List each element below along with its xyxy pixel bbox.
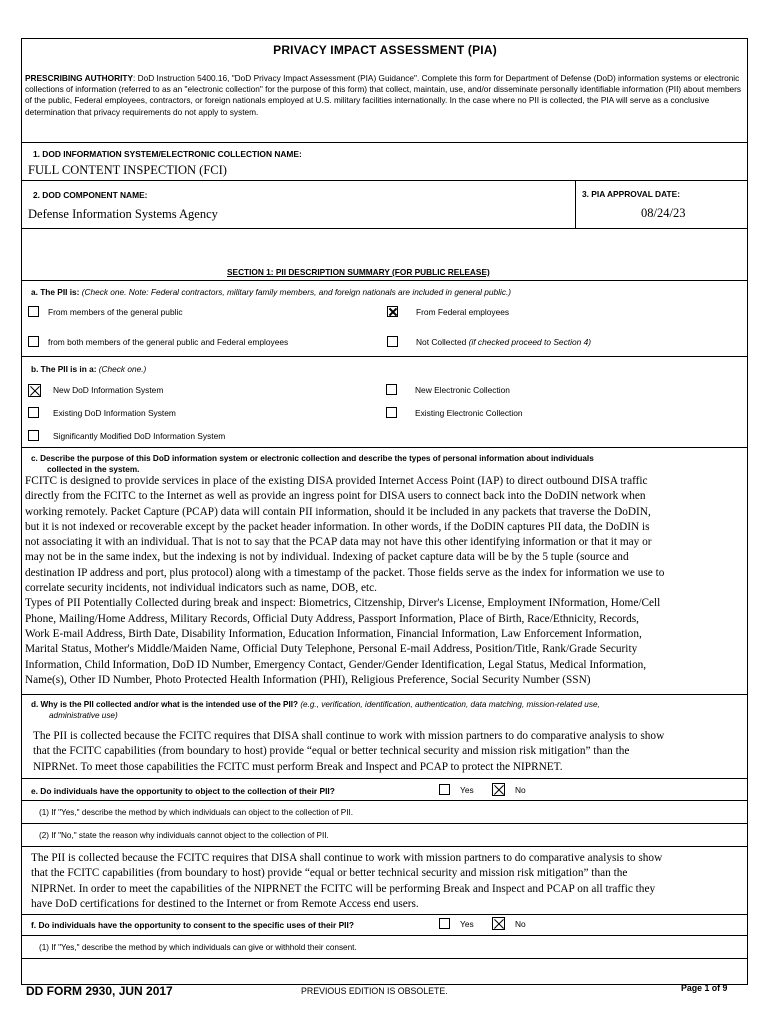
object-yes-checkbox[interactable] xyxy=(439,784,450,795)
divider xyxy=(21,447,748,448)
divider xyxy=(21,356,748,357)
system-name-value[interactable]: FULL CONTENT INSPECTION (FCI) xyxy=(28,163,227,177)
existing-electronic-collection-checkbox[interactable] xyxy=(386,407,397,418)
pii-not-collected-option xyxy=(416,337,591,347)
pii-not-collected-note: (if checked proceed to Section 4) xyxy=(468,337,592,347)
consent-no-checkbox[interactable] xyxy=(492,917,505,930)
text-line: may not be in the same index, but the indexing is not by individual. Indexing of packet capture data will be by the 5 tuple (source and xyxy=(25,551,629,564)
text-line: NIPRNet. In order to meet the capabilities of the NIPRNET the FCITC will be performing Break and Inspect and PCAP on all traffic they xyxy=(31,882,656,895)
section1-heading: SECTION 1: PII DESCRIPTION SUMMARY (FOR PUBLIC RELEASE) xyxy=(227,267,490,277)
question-d-label-text: d. Why is the PII collected and/or what is the intended use of the PII? xyxy=(31,700,301,709)
new-electronic-collection-label: New Electronic Collection xyxy=(415,385,510,395)
text-line: The PII is collected because the FCITC requires that DISA shall continue to work with mission partners to do comparative analysis to show xyxy=(31,852,663,864)
consent-yes-label: Yes xyxy=(460,919,474,929)
existing-dod-system-checkbox[interactable] xyxy=(28,407,39,418)
divider xyxy=(21,280,748,281)
component-name-value[interactable]: Defense Information Systems Agency xyxy=(28,207,218,221)
text-line: Types of PII Potentially Collected during break and inspect: Biometrics, Citzenship, Dirver's License, Employment INformation, Home/Cell xyxy=(25,597,661,610)
object-yes-label: Yes xyxy=(460,785,474,795)
purpose-description[interactable] xyxy=(25,474,745,688)
question-e-label: e. Do individuals have the opportunity to object to the collection of their PII? xyxy=(31,786,335,796)
pii-both-checkbox[interactable] xyxy=(28,336,39,347)
text-line: NIPRNet. To meet those capabilities the FCITC must perform Break and Inspect and PCAP to protect the NIPRNET. xyxy=(33,760,563,773)
prescribing-authority-label: PRESCRIBING AUTHORITY xyxy=(25,73,134,83)
question-e-sub1: (1) If "Yes," describe the method by which individuals can object to the collection of PII. xyxy=(39,808,354,817)
question-f-sub1: (1) If "Yes," describe the method by which individuals can give or withhold their consent. xyxy=(39,943,357,952)
question-b-note: (Check one.) xyxy=(98,364,147,374)
question-a-label: a. The PII is: xyxy=(31,287,82,297)
divider xyxy=(21,180,748,181)
question-e-sub2: (2) If "No," state the reason why individuals cannot object to the collection of PII. xyxy=(39,831,329,840)
divider xyxy=(21,778,748,779)
text-line: correlate security incidents, not individual indicators such as name, DOB, etc. xyxy=(25,582,377,595)
text-line: that the FCITC capabilities (from boundary to host) provide “equal or better technical security and mission risk mitigation” than the xyxy=(33,745,630,758)
question-d-note: administrative use) xyxy=(49,711,118,720)
consent-yes-checkbox[interactable] xyxy=(439,918,450,929)
new-electronic-collection-checkbox[interactable] xyxy=(386,384,397,395)
question-c-label xyxy=(31,453,746,475)
field1-label: 1. DOD INFORMATION SYSTEM/ELECTRONIC COLLECTION NAME: xyxy=(33,149,302,159)
text-line: have DoD certifications for destined to the Internet or from Remote Access end users. xyxy=(31,897,419,910)
pii-general-public-label: From members of the general public xyxy=(48,307,183,317)
existing-dod-system-label: Existing DoD Information System xyxy=(53,408,176,418)
approval-date-value[interactable]: 08/24/23 xyxy=(641,206,686,220)
text-line: working remotely. Packet Capture (PCAP) data will contain PII information, should it be included in any packets that traverse the DoDIN, xyxy=(25,505,651,518)
field3-label: 3. PIA APPROVAL DATE: xyxy=(582,189,681,199)
pii-both-label: from both members of the general public and Federal employees xyxy=(48,337,289,347)
question-c-label-line: c. Describe the purpose of this DoD information system or electronic collection and describe the types of personal information about individuals xyxy=(31,454,594,463)
divider xyxy=(21,958,748,959)
divider xyxy=(21,694,748,695)
intended-use-description[interactable] xyxy=(33,729,753,775)
prescribing-authority-text: : DoD Instruction 5400.16, "DoD Privacy Impact Assessment (PIA) Guidance". Complete this form for Department of Defense (DoD) information systems or electronic collections of information (referred to as an "electronic collection" for the purpose of this form) that collect, maintain, use, and/or disseminate personally identifiable information (PII) about members of the public, Federal employees, contractors, or foreign nationals employed at U.S. military facilities internationally. In the case where no PII is collected, the PIA will serve as a conclusive determination that privacy requirements do not apply to system. xyxy=(25,73,742,117)
text-line: Name(s), Other ID Number, Photo Protected Health Information (PHI), Religious Preference, Social Security Number (SSN) xyxy=(25,673,591,686)
text-line: directly from the FCITC to the Internet as well as provide an ingress point for DISA users to connect back into the DoDIN network when xyxy=(25,490,646,503)
consent-no-label: No xyxy=(515,919,526,929)
pii-federal-employees-label: From Federal employees xyxy=(416,307,510,317)
pii-not-collected-checkbox[interactable] xyxy=(387,336,398,347)
divider xyxy=(575,180,576,228)
pii-not-collected-label: Not Collected xyxy=(416,337,469,347)
question-d-note: (e.g., verification, identification, authentication, data matching, mission-related use, xyxy=(300,700,600,709)
object-no-checkbox[interactable] xyxy=(492,783,505,796)
text-line: FCITC is designed to provide services in place of the existing DISA provided Internet Access Point (IAP) to direct outbound DISA traffic xyxy=(25,475,648,487)
question-f-label: f. Do individuals have the opportunity to consent to the specific uses of their PII? xyxy=(31,920,354,930)
text-line: destination IP address and port, plus protocol) along with a timestamp of the packet. Those fields serve as the index for information we use to xyxy=(25,566,665,579)
pii-general-public-checkbox[interactable] xyxy=(28,306,39,317)
divider xyxy=(21,935,748,936)
form-title: PRIVACY IMPACT ASSESSMENT (PIA) xyxy=(273,43,497,57)
question-b-label: b. The PII is in a: xyxy=(31,364,99,374)
existing-electronic-collection-label: Existing Electronic Collection xyxy=(415,408,523,418)
significantly-modified-label: Significantly Modified DoD Information System xyxy=(53,431,226,441)
prescribing-authority xyxy=(25,73,745,118)
question-d-label xyxy=(31,699,746,721)
text-line: Work E-mail Address, Birth Date, Disability Information, Education Information, Financial Information, Law Enforcement Information, xyxy=(25,627,642,640)
divider xyxy=(21,914,748,915)
divider xyxy=(21,846,748,847)
question-a xyxy=(31,287,511,297)
edition-notice: PREVIOUS EDITION IS OBSOLETE. xyxy=(301,986,448,996)
divider xyxy=(21,228,748,229)
field2-label: 2. DOD COMPONENT NAME: xyxy=(33,190,148,200)
object-no-label: No xyxy=(515,785,526,795)
text-line: not associating it with an individual. That is not to say that the PCAP data may not have this other identifying information or that it may or xyxy=(25,536,652,549)
text-line: Phone, Mailing/Home Address, Military Records, Official Duty Address, Passport Information, Place of Birth, Race/Ethnicity, Records, xyxy=(25,612,640,625)
new-dod-system-label: New DoD Information System xyxy=(53,385,164,395)
text-line: The PII is collected because the FCITC requires that DISA shall continue to work with mission partners to do comparative analysis to show xyxy=(33,730,665,742)
pii-federal-employees-checkbox[interactable] xyxy=(387,306,398,317)
text-line: Marital Status, Mother's Middle/Maiden Name, Official Duty Telephone, Personal E-mail Address, Position/Title, Rank/Grade Security xyxy=(25,643,638,656)
text-line: that the FCITC capabilities (from boundary to host) provide “equal or better technical security and mission risk mitigation” than the xyxy=(31,867,628,880)
text-line: Information, Child Information, DoD ID Number, Emergency Contact, Gender/Gender Identification, Legal Status, Medical Information, xyxy=(25,658,647,671)
divider xyxy=(21,823,748,824)
question-b xyxy=(31,364,146,374)
cannot-object-reason[interactable] xyxy=(31,851,751,912)
text-line: but it is not indexed or recoverable except by the packet header information. In other words, if the DoDIN captures PII data, the DoDIN is xyxy=(25,520,650,533)
page-number: Page 1 of 9 xyxy=(681,983,728,993)
new-dod-system-checkbox[interactable] xyxy=(28,384,41,397)
question-c-label-line: collected in the system. xyxy=(47,465,140,474)
form-number: DD FORM 2930, JUN 2017 xyxy=(26,984,173,998)
significantly-modified-checkbox[interactable] xyxy=(28,430,39,441)
divider xyxy=(21,800,748,801)
question-a-note: (Check one. Note: Federal contractors, military family members, and foreign nationals are included in general public.) xyxy=(81,287,512,297)
divider xyxy=(21,142,748,143)
